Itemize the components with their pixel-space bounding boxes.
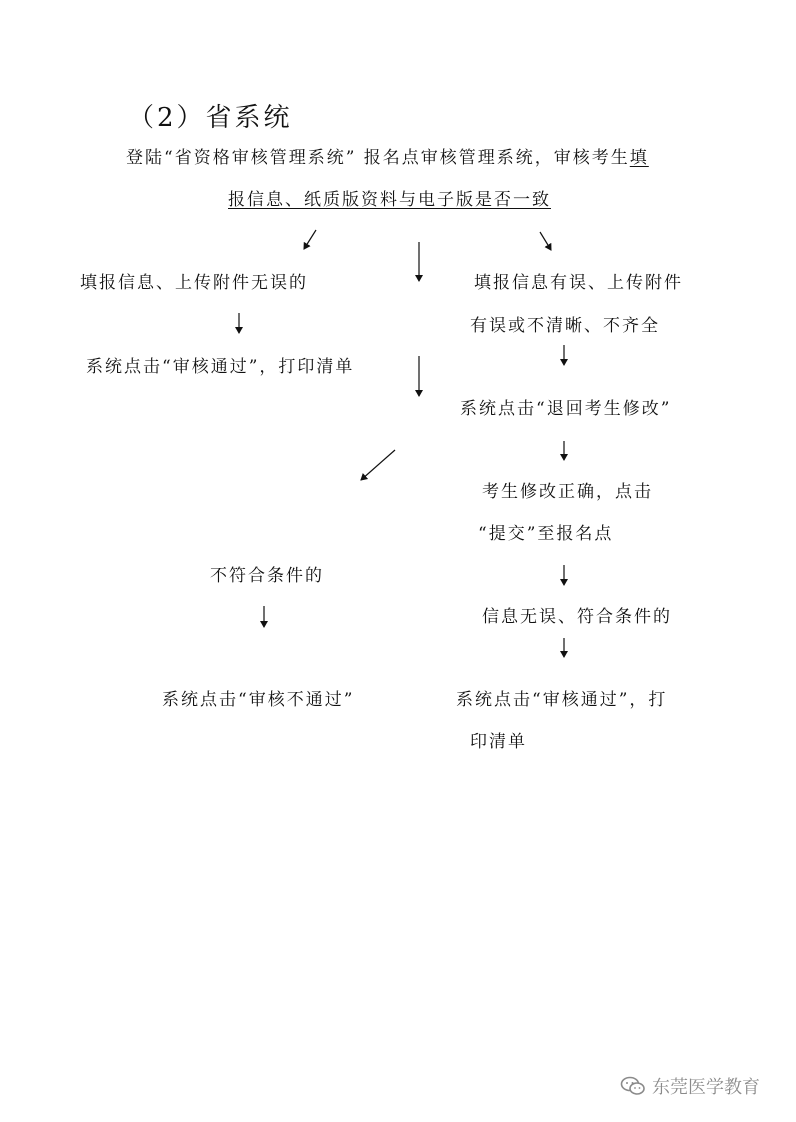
arrow-down-right [540,232,551,250]
right-ok-condition: 信息无误、符合条件的 [482,607,672,627]
intro-line-1-text: 登陆“省资格审核管理系统” 报名点审核管理系统，审核考生 [126,148,630,168]
section-title: （2）省系统 [128,103,293,133]
watermark [620,1073,760,1099]
intro-line-1-underlined: 填 [629,148,649,168]
right-pass-line-2: 印清单 [470,732,527,752]
right-error-line-1: 填报信息有误、上传附件 [474,273,683,293]
watermark-text: 东莞医学教育 [652,1077,760,1098]
right-pass-line-1: 系统点击“审核通过”，打 [456,690,668,710]
left-ok-condition: 填报信息、上传附件无误的 [80,273,308,293]
left-ok-action: 系统点击“审核通过”，打印清单 [86,357,355,377]
left-fail-action: 系统点击“审核不通过” [162,690,355,710]
arrow-down-left [304,230,316,249]
right-fix-line-2: “提交”至报名点 [478,524,614,544]
right-return-action: 系统点击“退回考生修改” [460,399,672,419]
wechat-icon [620,1076,646,1096]
left-fail-condition: 不符合条件的 [210,566,324,586]
intro-line-2: 报信息、纸质版资料与电子版是否一致 [228,190,551,210]
arrow-diagonal-left [361,450,395,480]
right-fix-line-1: 考生修改正确，点击 [482,482,653,502]
right-error-line-2: 有误或不清晰、不齐全 [470,316,660,336]
